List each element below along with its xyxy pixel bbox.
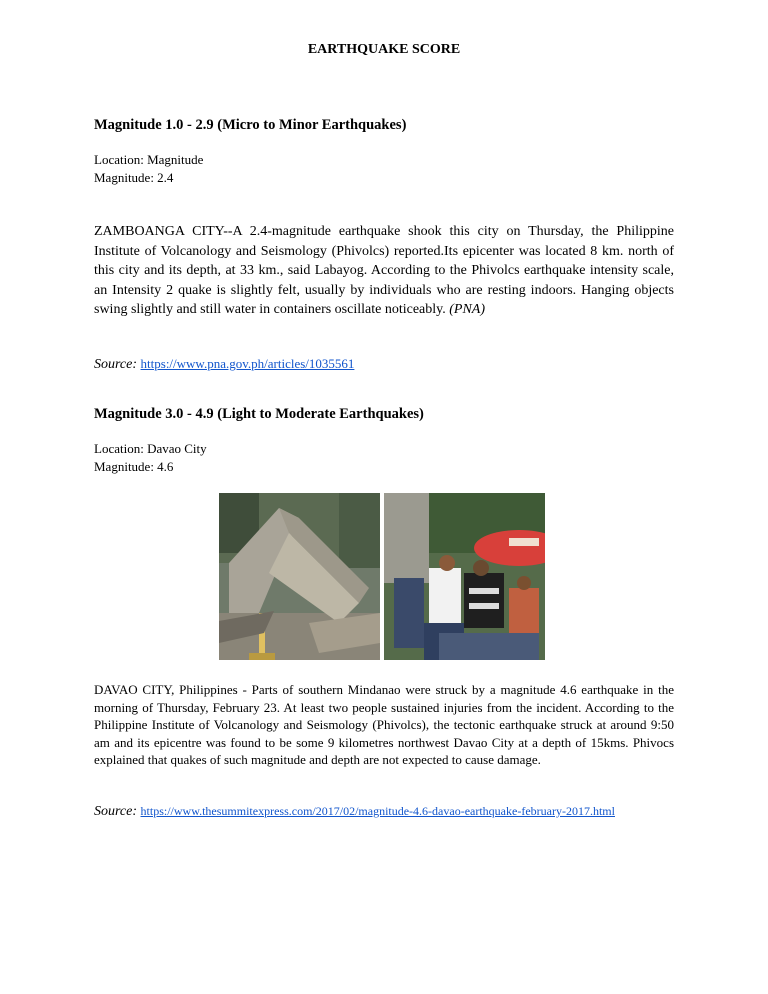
section1-heading: Magnitude 1.0 - 2.9 (Micro to Minor Earthquakes) (94, 117, 407, 133)
section1-body-credit: (PNA) (449, 302, 486, 317)
section2-source-link[interactable]: https://www.thesummitexpress.com/2017/02/magnitude-4.6-davao-earthquake-february-2017.html (140, 804, 615, 818)
section2-body: DAVAO CITY, Philippines - Parts of southern Mindanao were struck by a magnitude 4.6 earthquake in the morning of Thursday, February 23. At least two people sustained injuries from the incident. According to the Philippine Institute of Volcanology and Seismology (Phivolcs), the tectonic earthquake struck at around 9:50 am and its epicentre was found to be some 9 kilometres northwest Davao City at a depth of 15kms. Phivocs explained that quakes of such magnitude and depth are not expected to cause damage. (94, 682, 674, 767)
earthquake-damage-photos (219, 493, 545, 660)
section2-heading: Magnitude 3.0 - 4.9 (Light to Moderate Earthquakes) (94, 406, 424, 422)
section2-source-label: Source: (94, 804, 138, 819)
section1-source (94, 356, 354, 373)
document-title: EARTHQUAKE SCORE (307, 42, 461, 57)
section1-magnitude: Magnitude: 2.4 (94, 170, 174, 185)
section1-location: Location: Magnitude (94, 152, 204, 167)
section2-source (94, 804, 615, 820)
section1-body-text: ZAMBOANGA CITY--A 2.4-magnitude earthquake shook this city on Thursday, the Philippine Institute of Volcanology and Seismology (Phivolcs) reported.Its epicenter was located 8 km. north of this city and its depth, at 33 km., said Labayog. According to the Phivolcs earthquake intensity scale, an Intensity 2 quake is slightly felt, usually by individuals who are resting indoors. Hanging objects swing slightly and still water in containers oscillate noticeably. (94, 224, 674, 317)
collapsed-wall-photo (219, 493, 380, 660)
section2-magnitude: Magnitude: 4.6 (94, 459, 174, 474)
section1-source-link[interactable]: https://www.pna.gov.ph/articles/1035561 (140, 356, 355, 371)
section2-location: Location: Davao City (94, 441, 207, 456)
photo-collage (219, 493, 545, 660)
section1-body (94, 222, 674, 320)
rescue-scene-photo (384, 493, 545, 660)
section1-source-label: Source: (94, 357, 138, 372)
